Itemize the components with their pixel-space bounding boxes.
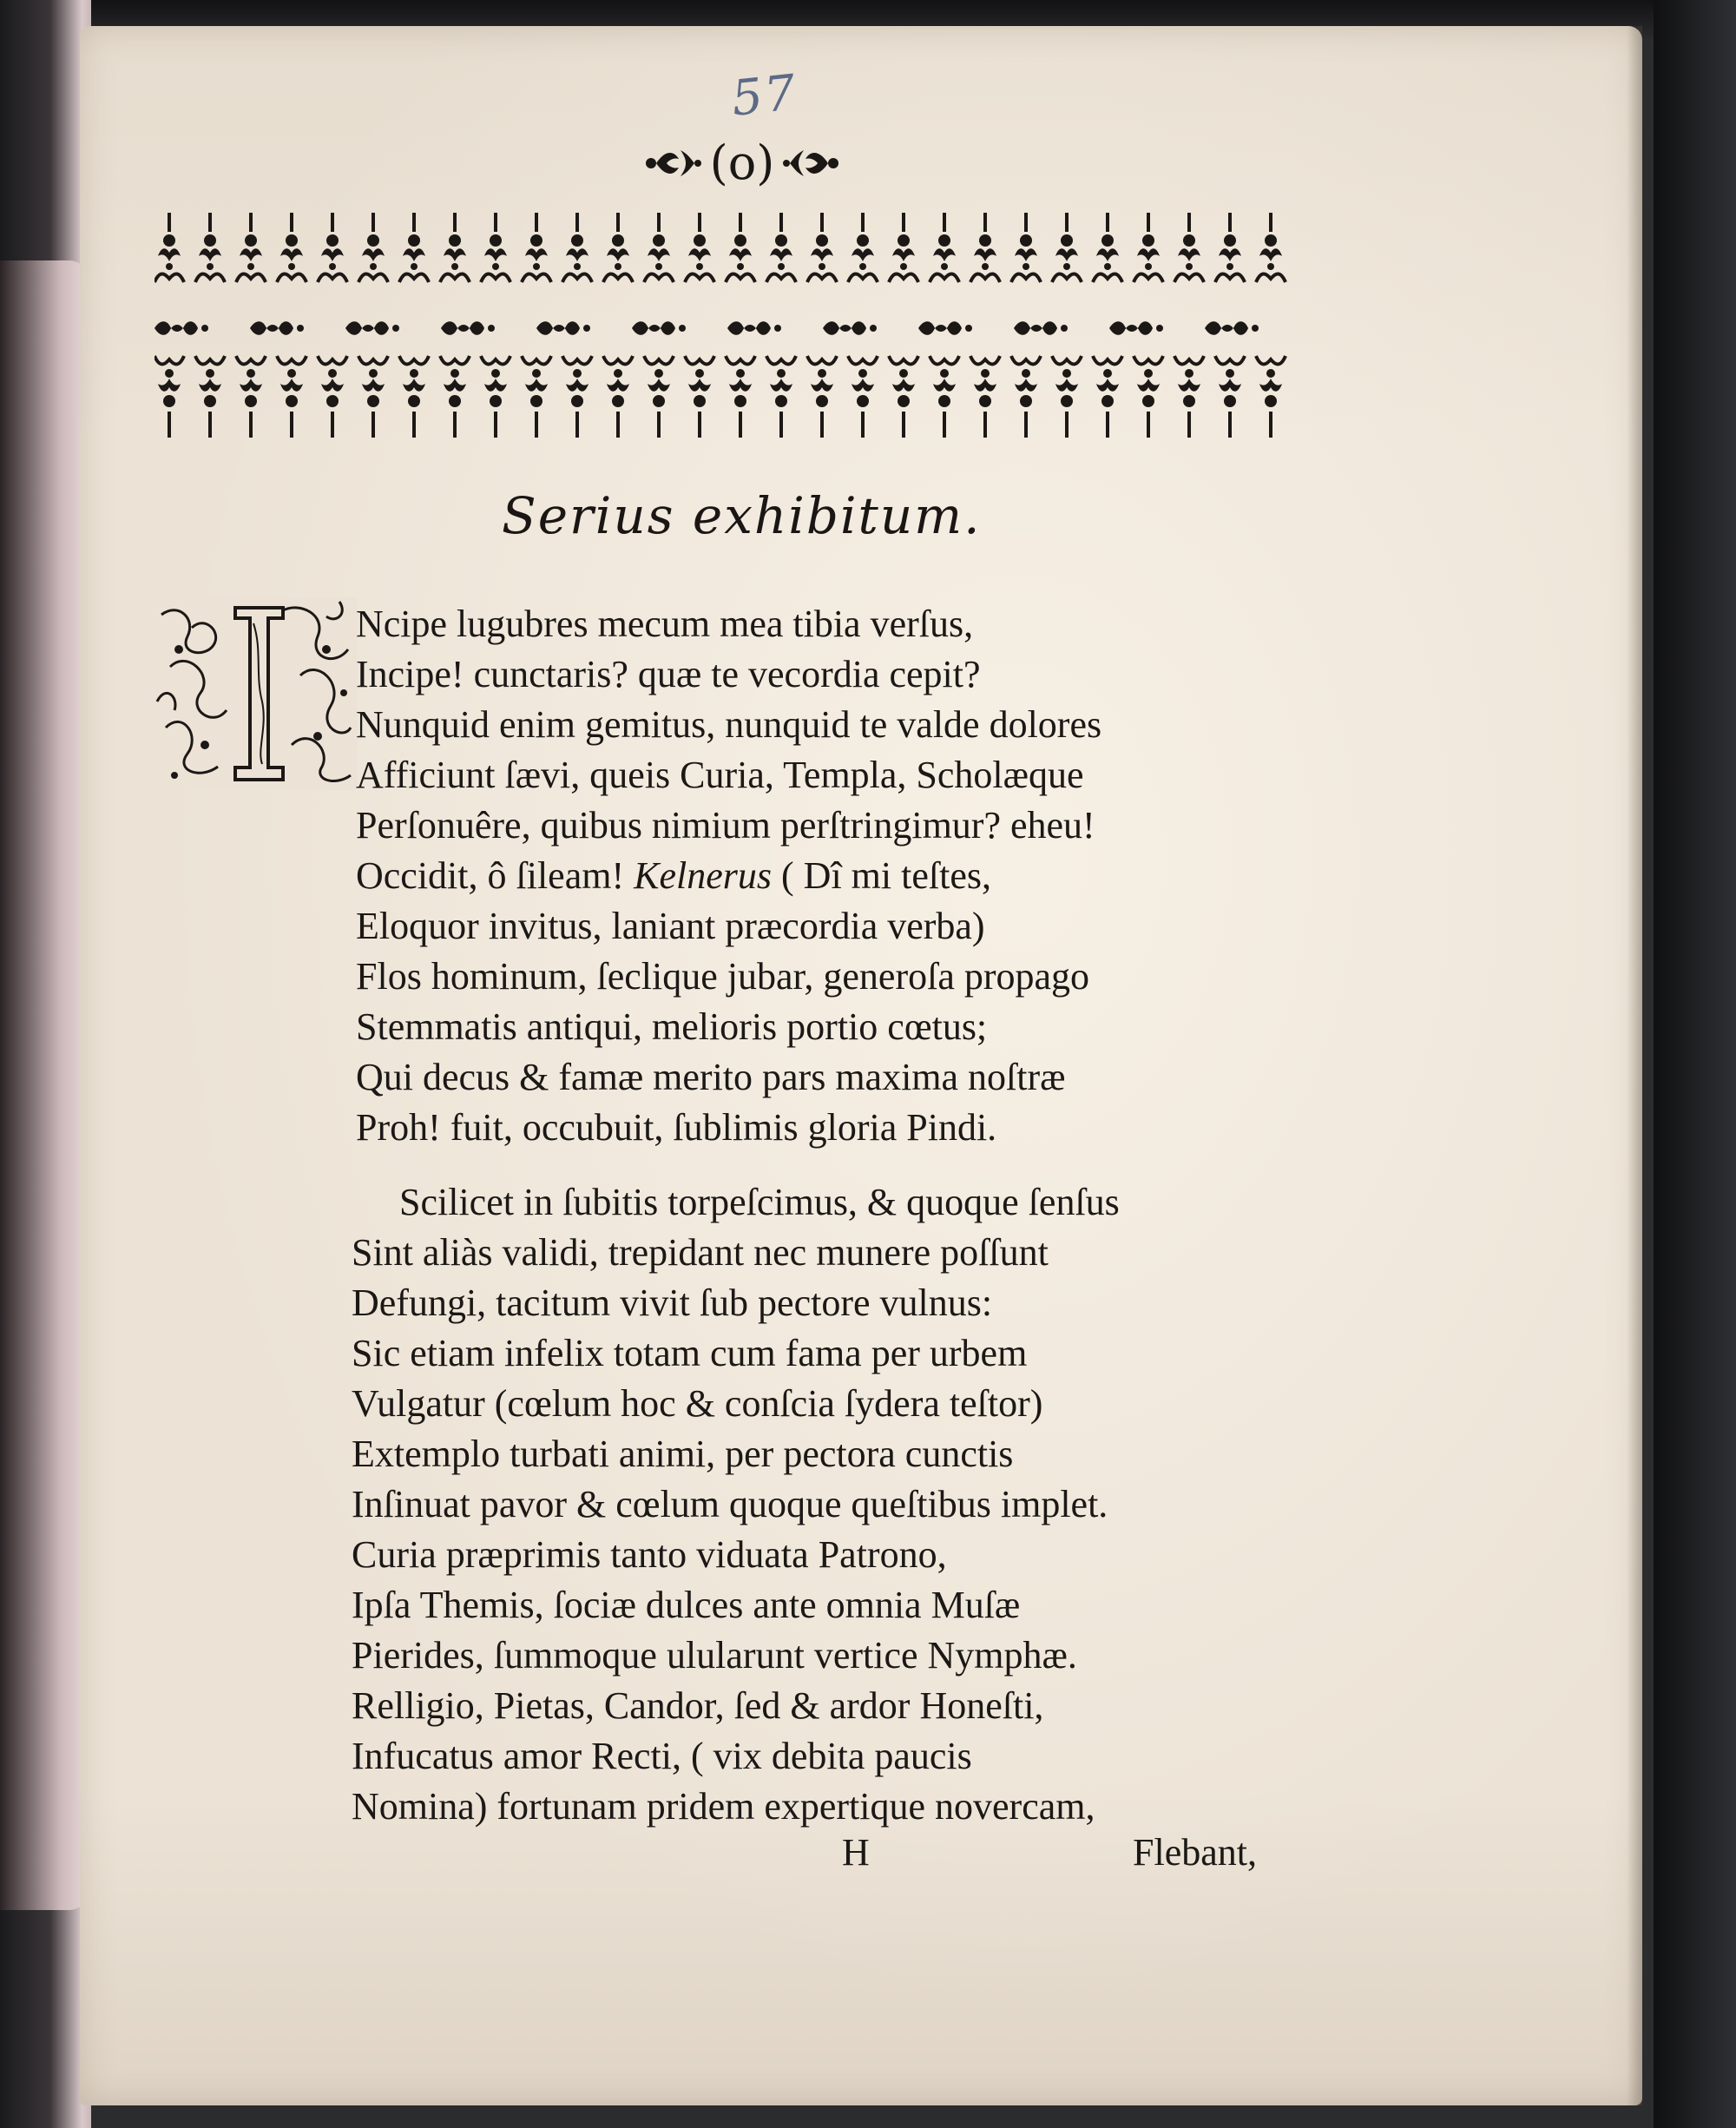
page-edge-shadow: [1627, 26, 1642, 2105]
bottom-ornament-band: [155, 349, 1305, 446]
verse-line: Ipſa Themis, ſociæ dulces ante omnia Muſæ: [352, 1584, 1021, 1626]
verse-line: Proh! fuit, occubuit, ſublimis gloria Pindi.: [356, 1106, 997, 1149]
middle-ornament-band: [155, 314, 1305, 342]
header-ornament: [638, 130, 846, 195]
header-mark: (o): [709, 135, 775, 190]
verse-line: Eloquor invitus, laniant præcordia verba): [356, 905, 985, 947]
stanza-1: [356, 599, 1311, 1153]
verse-segment: Occidit, ô ſileam!: [356, 854, 635, 897]
verse-line: Perſonuêre, quibus nimium perſtringimur? eheu!: [356, 804, 1095, 847]
verse-line: Flos hominum, ſeclique jubar, generoſa propago: [356, 955, 1090, 998]
left-fleuron-icon: [642, 142, 703, 185]
verse-line: Incipe! cunctaris? quæ te vecordia cepit?: [356, 653, 981, 695]
verse-line: Qui decus & famæ merito pars maxima noſtræ: [356, 1056, 1066, 1098]
verse-line: Vulgatur (cœlum hoc & conſcia ſydera teſtor): [352, 1382, 1043, 1425]
verse-line-occidit: [356, 851, 1311, 901]
verse-line: Sint aliàs validi, trepidant nec munere poſſunt: [352, 1231, 1049, 1274]
folio-number: 57: [728, 64, 800, 128]
verse-line: Nomina) fortunam pridem expertique novercam,: [352, 1785, 1095, 1828]
initial-letter: I: [161, 786, 162, 787]
verse-line: Extemplo turbati animi, per pectora cunctis: [352, 1433, 1014, 1475]
verse-line: Scilicet in ſubitis torpeſcimus, & quoque ſenſus: [399, 1181, 1120, 1223]
poem-title: Serius exhibitum.: [502, 486, 982, 545]
verse-line: Inſinuat pavor & cœlum quoque queſtibus implet.: [352, 1483, 1108, 1525]
stanza-2: [352, 1177, 1324, 1832]
verse-line: Pierides, ſummoque ulularunt vertice Nymphæ.: [352, 1634, 1077, 1677]
verse-line: Curia præprimis tanto viduata Patrono,: [352, 1533, 947, 1576]
verse-line: Defungi, tacitum vivit ſub pectore vulnus:: [352, 1281, 993, 1324]
verse-line: Infucatus amor Recti, ( vix debita paucis: [352, 1735, 972, 1777]
verse-line: Ncipe lugubres mecum mea tibia verſus,: [356, 603, 974, 645]
right-fleuron-icon: [781, 142, 842, 185]
catchword: Flebant,: [1133, 1831, 1257, 1874]
top-ornament-band: [155, 213, 1305, 295]
verse-line: Sic etiam infelix totam cum fama per urbem: [352, 1332, 1028, 1374]
facing-page-edge: [0, 260, 87, 1910]
kelnerus-name: Kelnerus: [634, 854, 773, 897]
signature-mark: H: [842, 1831, 870, 1874]
verse-line: Afficiunt ſævi, queis Curia, Templa, Scholæque: [356, 754, 1084, 796]
verse-segment: ( Dî mi teſtes,: [772, 854, 991, 897]
verse-line: Nunquid enim gemitus, nunquid te valde dolores: [356, 703, 1102, 746]
verse-line: Relligio, Pietas, Candor, ſed & ardor Honeſti,: [352, 1684, 1044, 1727]
decorated-initial-icon: [153, 597, 358, 790]
scan-right-edge: [1654, 0, 1736, 2128]
verse-line: Stemmatis antiqui, melioris portio cœtus;: [356, 1005, 988, 1048]
